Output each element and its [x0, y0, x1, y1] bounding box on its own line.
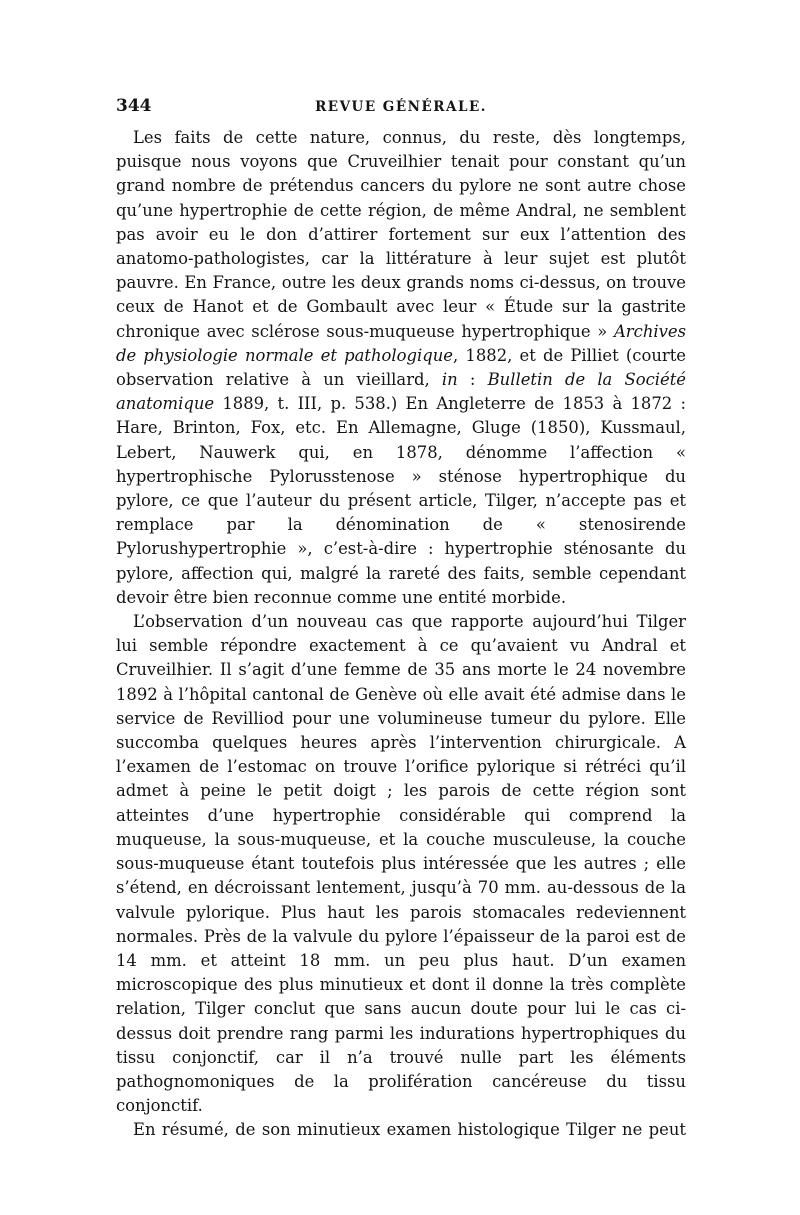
paragraph: [116, 610, 686, 1118]
italic-title-text: Bulletin de la Société anatomique: [116, 370, 687, 414]
paragraph: [116, 126, 686, 610]
italic-title-text: in: [441, 370, 458, 390]
paragraph-text: L’observation d’un nouveau cas que rapporte aujourd’hui Tilger lui semble répondre exactement à ce qu’avaient vu Andral et Cruveilhier. Il s’agit d’une femme de 35 ans morte le 24 novembre 1892 à l’hôpital cantonal de Genève où elle avait été admise dans le service de Revilliod pour une volumineuse tumeur du pylore. Elle succomba quelques heures après l’intervention chirurgicale. A l’examen de l’estomac on trouve l’orifice pylorique si rétréci qu’il admet à peine le petit doigt ; les parois de cette région sont atteintes d’une hypertrophie considérable qui comprend la muqueuse, la sous-muqueuse, et la couche musculeuse, la couche sous-muqueuse étant toutefois plus intéressée que les autres ; elle s’étend, en décroissant lentement, jusqu’à 70 mm. au-dessous de la valvule pylorique. Plus haut les parois stomacales redeviennent normales. Près de la valvule du pylore l’épaisseur de la paroi est de 14 mm. et atteint 18 mm. un peu plus haut. D’un examen microscopique des plus minutieux et dont il donne la très complète relation, Tilger conclut que sans aucun doute pour lui le cas ci-dessus doit prendre rang parmi les indurations hypertrophiques du tissu conjonctif, car il n’a trouvé nulle part les éléments pathognomoniques de la prolifération cancéreuse du tissu conjonctif.: [116, 612, 686, 1116]
paragraph: [116, 1118, 686, 1142]
page-number: 344: [116, 96, 152, 116]
paragraph-text: Les faits de cette nature, connus, du reste, dès longtemps, puisque nous voyons que Cruveilhier tenait pour constant qu’un grand nombre de prétendus cancers du pylore ne sont autre chose qu’une hypertrophie de cette région, de même Andral, ne semblent pas avoir eu le don d’attirer fortement sur eux l’attention des anatomo-pathologistes, car la littérature à leur sujet est plutôt pauvre. En France, outre les deux grands noms ci-dessus, on trouve ceux de Hanot et de Gombault avec leur « Étude sur la gastrite chronique avec sclérose sous-muqueuse hypertrophique »: [116, 128, 686, 341]
running-title: REVUE GÉNÉRALE.: [315, 99, 487, 115]
body-text: [116, 126, 686, 1143]
paragraph-text: :: [457, 370, 488, 390]
paragraph-text: , 1882, et de Pilliet (courte observation relative à un vieillard,: [116, 345, 686, 390]
paragraph-text: 1889, t. III, p. 538.) En Angleterre de 1853 à 1872 : Hare, Brinton, Fox, etc. En Allemagne, Gluge (1850), Kussmaul, Lebert, Nauwerk qui, en 1878, dénomme l’affection « hypertrophische Pylorusstenose » sténose hypertrophique du pylore, ce que l’auteur du présent article, Tilger, n’accepte pas et remplace par la dénomination de « stenosirende Pylorushypertrophie », c’est-à-dire : hypertrophie sténosante du pylore, affection qui, malgré la rareté des faits, semble cependant devoir être bien reconnue comme une entité morbide.: [116, 394, 686, 607]
italic-title-text: Archives de physiologie normale et pathologique: [116, 321, 686, 365]
running-head: [116, 96, 686, 126]
paragraph-text: En résumé, de son minutieux examen histologique Tilger ne peut: [133, 1120, 686, 1140]
book-page: [116, 96, 686, 1143]
